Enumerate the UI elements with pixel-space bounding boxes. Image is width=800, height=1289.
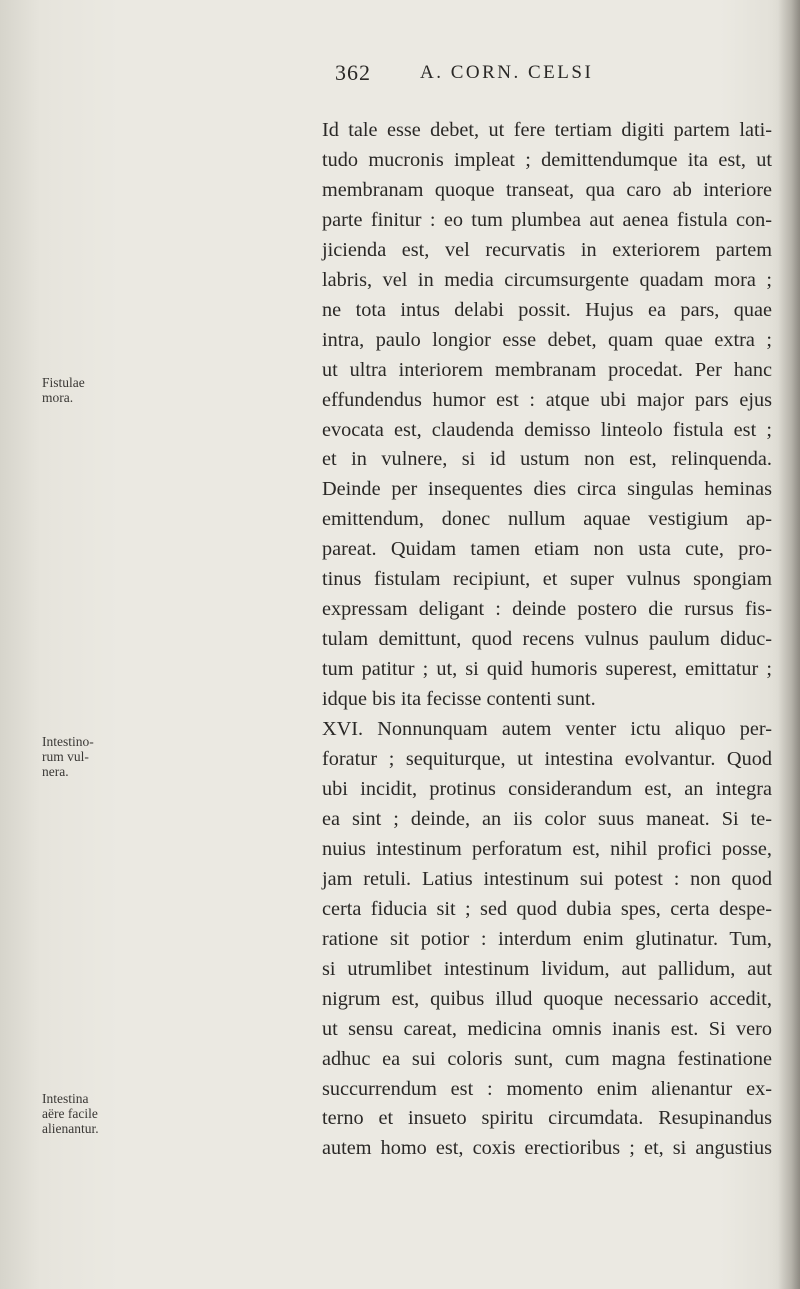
- text-line: et in vulnere, si id ustum non est, relinquenda.: [322, 448, 772, 471]
- text-line: nuius intestinum perforatum est, nihil profici posse,: [322, 837, 772, 860]
- text-line: ut sensu careat, medicina omnis inanis est. Si vero: [322, 1017, 772, 1040]
- text-line: Id tale esse debet, ut fere tertiam digiti partem lati-: [322, 119, 772, 141]
- text-line: nigrum est, quibus illud quoque necessario accedit,: [322, 987, 772, 1010]
- text-line: ratione sit potior : interdum enim glutinatur. Tum,: [322, 927, 772, 950]
- marginal-note-fistulae: [42, 375, 132, 405]
- text-line: tulam demittunt, quod recens vulnus paulum diduc-: [322, 628, 772, 651]
- page-header: [0, 60, 800, 90]
- body-text: [322, 116, 772, 1164]
- marginal-note-intestinorum: [42, 734, 132, 779]
- text-line: intra, paulo longior esse debet, quam quae extra ;: [322, 328, 772, 351]
- text-line: tum patitur ; ut, si quid humoris superest, emittatur ;: [322, 658, 772, 681]
- marginal-note-line: nera.: [42, 764, 69, 779]
- text-line: si utrumlibet intestinum lividum, aut pallidum, aut: [322, 957, 772, 980]
- text-line: Deinde per insequentes dies circa singulas heminas: [322, 478, 772, 501]
- text-line: foratur ; sequiturque, ut intestina evolvantur. Quod: [322, 748, 772, 771]
- text-line: jicienda est, vel recurvatis in exteriorem partem: [322, 238, 772, 261]
- text-line: labris, vel in media circumsurgente quadam mora ;: [322, 268, 772, 291]
- text-line: jam retuli. Latius intestinum sui potest : non quod: [322, 867, 772, 890]
- text-line: membranam quoque transeat, qua caro ab interiore: [322, 178, 772, 201]
- marginal-note-line: rum vul-: [42, 749, 89, 764]
- text-line: pareat. Quidam tamen etiam non usta cute, pro-: [322, 538, 772, 561]
- text-line: succurrendum est : momento enim alienantur ex-: [322, 1077, 772, 1100]
- page-edge-shadow: [778, 0, 800, 1289]
- text-line: ubi incidit, protinus considerandum est, an integra: [322, 777, 772, 800]
- page-number: 362: [335, 60, 371, 85]
- text-line: emittendum, donec nullum aquae vestigium ap-: [322, 508, 772, 531]
- marginal-note-line: mora.: [42, 390, 74, 405]
- text-line: evocata est, claudenda demisso linteolo fistula est ;: [322, 418, 772, 441]
- text-line: ne tota intus delabi possit. Hujus ea pars, quae: [322, 298, 772, 321]
- text-line: tinus fistulam recipiunt, et super vulnus spongiam: [322, 568, 772, 591]
- text-line: ea sint ; deinde, an iis color suus maneat. Si te-: [322, 807, 772, 830]
- marginal-note-line: Intestino-: [42, 734, 94, 749]
- text-line: effundendus humor est : atque ubi major pars ejus: [322, 388, 772, 411]
- text-line: expressam deligant : deinde postero die rursus fis-: [322, 598, 772, 621]
- running-head: A. CORN. CELSI: [420, 62, 594, 83]
- text-line: terno et insueto spiritu circumdata. Resupinandus: [322, 1107, 772, 1130]
- marginal-note-line: alienantur.: [42, 1121, 99, 1136]
- marginal-note-line: Fistulae: [42, 375, 85, 390]
- text-line: XVI. Nonnunquam autem venter ictu aliquo per-: [322, 718, 772, 741]
- text-line: autem homo est, coxis erectioribus ; et, si angustius: [322, 1137, 772, 1160]
- marginal-note-intestina: [42, 1091, 132, 1136]
- text-line: certa fiducia sit ; sed quod dubia spes, certa despe-: [322, 897, 772, 920]
- text-line: parte finitur : eo tum plumbea aut aenea fistula con-: [322, 208, 772, 231]
- text-line: tudo mucronis impleat ; demittendumque ita est, ut: [322, 148, 772, 171]
- text-line: ut ultra interiorem membranam procedat. Per hanc: [322, 358, 772, 381]
- marginal-note-line: aëre facile: [42, 1106, 98, 1121]
- text-line: idque bis ita fecisse contenti sunt.: [322, 688, 596, 711]
- marginal-note-line: Intestina: [42, 1091, 89, 1106]
- text-line: adhuc ea sui coloris sunt, cum magna festinatione: [322, 1047, 772, 1070]
